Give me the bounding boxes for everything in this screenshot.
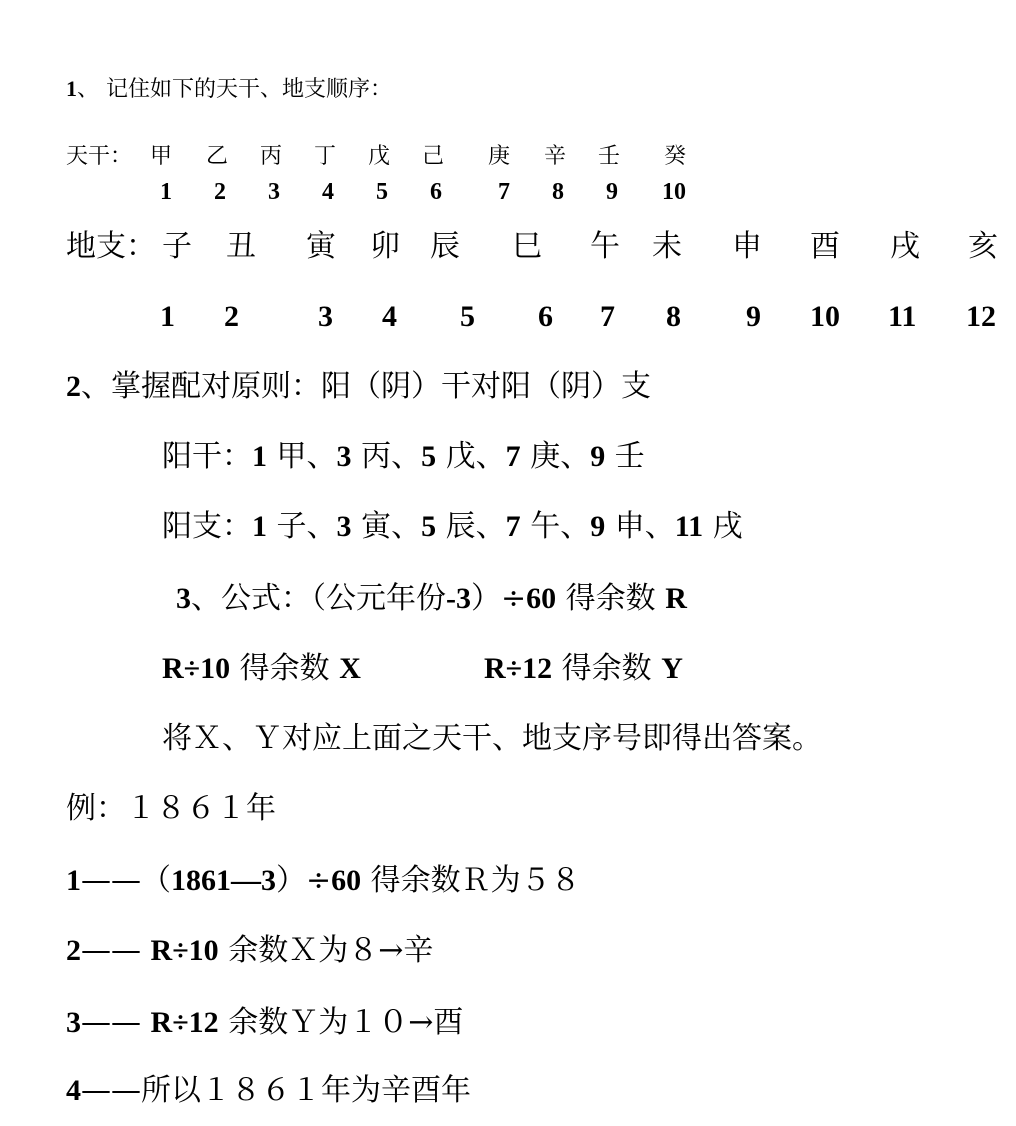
formula-bold: R÷10: [162, 652, 231, 685]
tiangan-char: 癸: [664, 144, 687, 169]
dizhi-char: 子: [162, 229, 192, 264]
tiangan-number: 4: [322, 179, 334, 205]
formula-text: 得余数: [230, 651, 340, 686]
formula-bold: -3: [446, 582, 471, 615]
step-text: ）÷: [276, 863, 332, 898]
yanggan-number: 5: [421, 440, 437, 473]
dizhi-char: 卯: [370, 229, 400, 264]
yangzhi-number: 3: [336, 510, 352, 543]
step-number: 4: [66, 1074, 81, 1107]
separator: 、: [391, 439, 422, 474]
step-text: 余数Ｘ为８→辛: [218, 933, 434, 968]
dizhi-number: 6: [538, 300, 553, 333]
tiangan-number: 7: [498, 179, 510, 205]
section-3-number: 3: [176, 582, 191, 615]
yanggan-number: 1: [252, 440, 267, 473]
yanggan-number: 7: [505, 440, 521, 473]
step-text: （: [141, 863, 171, 898]
yanggan-char: 丙: [361, 439, 392, 474]
yangzhi-label: 阳支：: [162, 509, 252, 544]
dizhi-number: 11: [888, 300, 917, 333]
tiangan-char: 丁: [314, 144, 337, 169]
yanggan-line: [162, 439, 645, 474]
yanggan-char: 甲: [276, 439, 307, 474]
example-step-3: [66, 1005, 464, 1040]
step-number: 2: [66, 934, 81, 967]
formula-var-x: X: [339, 652, 361, 685]
yanggan-number: 9: [590, 440, 606, 473]
section-1-number: 1: [66, 76, 77, 101]
yanggan-char: 戊: [445, 439, 476, 474]
separator: 、: [560, 439, 591, 474]
dizhi-label: 地支：: [66, 229, 156, 264]
dizhi-char: 戌: [890, 229, 920, 264]
yangzhi-char: 午: [530, 509, 561, 544]
dizhi-char: 巳: [512, 229, 542, 264]
tiangan-number: 2: [214, 179, 226, 205]
tiangan-number: 10: [662, 179, 686, 205]
step-dash: ——: [81, 933, 151, 968]
tiangan-number: 8: [552, 179, 564, 205]
tiangan-char: 甲: [150, 144, 173, 169]
section-1-text: 、 记住如下的天干、地支顺序：: [77, 77, 392, 102]
separator: 、: [644, 509, 675, 544]
step-text: 所以１８６１年为辛酉年: [141, 1073, 471, 1108]
dizhi-char: 未: [652, 229, 682, 264]
formula-var-y: Y: [661, 652, 683, 685]
dizhi-number: 4: [382, 300, 397, 333]
tiangan-number: 1: [160, 179, 172, 205]
step-number: 3: [66, 1006, 81, 1039]
formula-text: 得余数: [556, 581, 666, 616]
step-dash: ——: [81, 863, 141, 898]
tiangan-label: 天干：: [66, 144, 133, 169]
step-text: 得余数Ｒ为５８: [361, 863, 581, 898]
yangzhi-number: 7: [505, 510, 521, 543]
tiangan-number: 6: [430, 179, 442, 205]
example-step-4: [66, 1073, 471, 1108]
yanggan-number: 3: [336, 440, 352, 473]
yanggan-label: 阳干：: [162, 439, 252, 474]
dizhi-number: 10: [810, 300, 840, 333]
dizhi-char: 亥: [968, 229, 998, 264]
tiangan-char: 己: [422, 144, 445, 169]
yangzhi-number: 1: [252, 510, 267, 543]
formula-remainders-y: [484, 651, 683, 686]
tiangan-char: 戊: [368, 144, 391, 169]
separator: 、: [560, 509, 591, 544]
section-1-heading: [66, 78, 392, 101]
tiangan-number: 9: [606, 179, 618, 205]
yangzhi-char: 子: [276, 509, 307, 544]
tiangan-number: 5: [376, 179, 388, 205]
dizhi-number: 5: [460, 300, 475, 333]
formula-instruction: 将Ｘ、Ｙ对应上面之天干、地支序号即得出答案。: [162, 721, 822, 756]
yanggan-char: 庚: [530, 439, 561, 474]
yangzhi-number: 5: [421, 510, 437, 543]
formula-bold: R÷12: [484, 652, 553, 685]
dizhi-char: 午: [590, 229, 620, 264]
yangzhi-char: 寅: [361, 509, 392, 544]
tiangan-char: 丙: [260, 144, 283, 169]
step-dash: ——: [81, 1005, 151, 1040]
separator: 、: [475, 509, 506, 544]
dizhi-number: 7: [600, 300, 615, 333]
section-3-formula: [176, 581, 687, 616]
yanggan-char: 壬: [614, 439, 645, 474]
dizhi-char: 酉: [810, 229, 840, 264]
dizhi-number: 12: [966, 300, 996, 333]
formula-text: ）÷: [471, 581, 527, 616]
yangzhi-line: [162, 509, 743, 544]
tiangan-char: 壬: [598, 144, 621, 169]
tiangan-char: 乙: [206, 144, 229, 169]
dizhi-number: 2: [224, 300, 239, 333]
dizhi-number: 3: [318, 300, 333, 333]
yangzhi-number: 11: [674, 510, 704, 543]
dizhi-number: 9: [746, 300, 761, 333]
yangzhi-char: 申: [614, 509, 645, 544]
formula-text: 、公式：（公元年份: [191, 581, 446, 616]
yangzhi-char: 戌: [712, 509, 743, 544]
step-dash: ——: [81, 1073, 141, 1108]
dizhi-char: 寅: [306, 229, 336, 264]
example-label: 例：１８６１年: [66, 791, 276, 826]
formula-bold: 60: [526, 582, 557, 615]
example-step-1: [66, 863, 581, 898]
dizhi-char: 丑: [226, 229, 256, 264]
tiangan-number: 3: [268, 179, 280, 205]
dizhi-char: 申: [732, 229, 762, 264]
yangzhi-char: 辰: [445, 509, 476, 544]
section-2-text: 、掌握配对原则：阳（阴）干对阳（阴）支: [81, 369, 651, 404]
dizhi-number: 1: [160, 300, 175, 333]
step-text: 余数Ｙ为１０→酉: [218, 1005, 464, 1040]
formula-remainders: [162, 651, 361, 686]
separator: 、: [306, 439, 337, 474]
example-step-2: [66, 933, 434, 968]
tiangan-char: 辛: [544, 144, 567, 169]
dizhi-char: 辰: [430, 229, 460, 264]
section-2-number: 2: [66, 370, 81, 403]
tiangan-char: 庚: [488, 144, 511, 169]
step-number: 1: [66, 864, 81, 897]
formula-bold: R: [665, 582, 687, 615]
separator: 、: [391, 509, 422, 544]
dizhi-number: 8: [666, 300, 681, 333]
yangzhi-number: 9: [590, 510, 606, 543]
step-bold: R÷12: [150, 1006, 219, 1039]
section-2-heading: [66, 369, 651, 404]
separator: 、: [475, 439, 506, 474]
step-bold: R÷10: [150, 934, 219, 967]
step-bold: 1861—3: [171, 864, 276, 897]
separator: 、: [306, 509, 337, 544]
step-bold: 60: [331, 864, 362, 897]
formula-text: 得余数: [552, 651, 662, 686]
